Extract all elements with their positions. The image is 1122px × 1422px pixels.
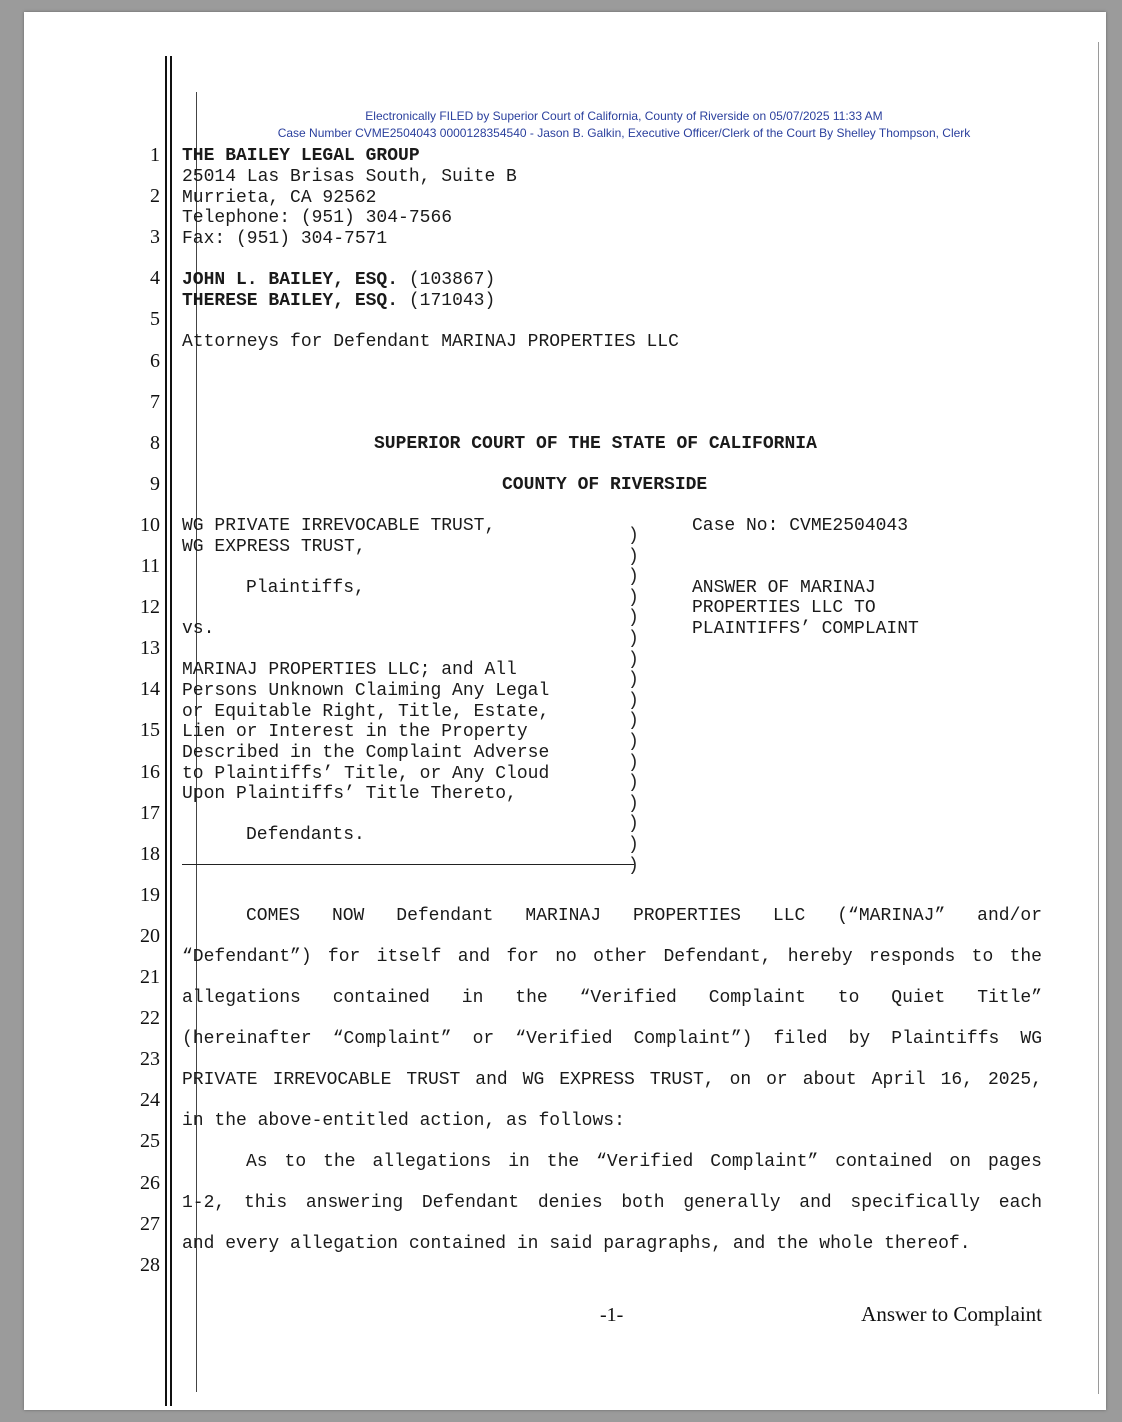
caption-parenthesis: ) <box>628 567 639 588</box>
caption-vs: vs. <box>182 619 215 639</box>
line-number: 9 <box>150 473 160 495</box>
footer-document-title: Answer to Complaint <box>861 1302 1042 1326</box>
document-title-3: PLAINTIFFS’ COMPLAINT <box>692 619 919 639</box>
firm-address-2: Murrieta, CA 92562 <box>182 188 377 208</box>
caption-defendant-3: or Equitable Right, Title, Estate, <box>182 702 550 722</box>
line-number: 2 <box>150 185 160 207</box>
line-number: 13 <box>140 637 160 659</box>
body-para1-line-3: allegations contained in the “Verified Complaint to Quiet Title” <box>182 988 1042 1008</box>
line-number: 12 <box>140 596 160 618</box>
line-number: 7 <box>150 391 160 413</box>
page-edge-line <box>1098 42 1099 1394</box>
caption-parenthesis: ) <box>628 587 639 608</box>
body-para2-line-3: and every allegation contained in said paragraphs, and the whole thereof. <box>182 1234 971 1254</box>
body-para1-line-1: COMES NOW Defendant MARINAJ PROPERTIES LLC (“MARINAJ” and/or <box>246 906 1042 926</box>
line-number: 26 <box>140 1172 160 1194</box>
caption-underline <box>182 864 634 865</box>
attorney-2-bar: (171043) <box>408 291 496 311</box>
line-number: 27 <box>140 1213 160 1235</box>
court-county: COUNTY OF RIVERSIDE <box>502 475 708 495</box>
page-number: -1- <box>600 1304 624 1326</box>
caption-parenthesis: ) <box>628 855 639 876</box>
line-number: 10 <box>140 514 160 536</box>
caption-parenthesis: ) <box>628 793 639 814</box>
document-page <box>24 12 1106 1410</box>
line-number: 21 <box>140 966 160 988</box>
attorney-1-name: JOHN L. BAILEY, ESQ. <box>182 270 399 290</box>
filing-stamp-line-2: Case Number CVME2504043 0000128354540 - Jason B. Galkin, Executive Officer/Clerk of the Court By Shelley Thompson, Clerk <box>277 126 971 140</box>
caption-parenthesis: ) <box>628 546 639 567</box>
body-para1-line-6: in the above-entitled action, as follows: <box>182 1111 625 1131</box>
attorney-1-bar: (103867) <box>408 270 496 290</box>
attorney-2 <box>182 291 495 312</box>
caption-plaintiffs-label: Plaintiffs, <box>246 578 365 598</box>
line-number: 14 <box>140 678 160 700</box>
line-number: 5 <box>150 308 160 330</box>
firm-fax: Fax: (951) 304-7571 <box>182 229 388 249</box>
caption-parenthesis: ) <box>628 752 639 773</box>
line-number: 22 <box>140 1007 160 1029</box>
line-number: 24 <box>140 1089 160 1111</box>
attorney-2-name: THERESE BAILEY, ESQ. <box>182 291 399 311</box>
document-title-2: PROPERTIES LLC TO <box>692 598 876 618</box>
caption-defendant-2: Persons Unknown Claiming Any Legal <box>182 681 550 701</box>
caption-plaintiff-1: WG PRIVATE IRREVOCABLE TRUST, <box>182 516 496 536</box>
caption-parenthesis: ) <box>628 814 639 835</box>
caption-parenthesis: ) <box>628 526 639 546</box>
caption-parenthesis: ) <box>628 731 639 752</box>
caption-plaintiff-2: WG EXPRESS TRUST, <box>182 537 366 557</box>
line-number: 23 <box>140 1048 160 1070</box>
attorney-1 <box>182 270 495 291</box>
line-number: 19 <box>140 884 160 906</box>
firm-name: THE BAILEY LEGAL GROUP <box>182 146 420 166</box>
line-number: 11 <box>140 555 160 577</box>
caption-parenthesis: ) <box>628 608 639 629</box>
caption-parenthesis: ) <box>628 834 639 855</box>
line-number: 16 <box>140 761 160 783</box>
body-para2-line-1: As to the allegations in the “Verified Complaint” contained on pages <box>246 1152 1042 1172</box>
attorneys-for: Attorneys for Defendant MARINAJ PROPERTIES LLC <box>182 332 679 352</box>
caption-parenthesis: ) <box>628 711 639 732</box>
line-number: 28 <box>140 1254 160 1276</box>
caption-parenthesis: ) <box>628 670 639 691</box>
caption-defendant-7: Upon Plaintiffs’ Title Thereto, <box>182 784 517 804</box>
caption-parenthesis: ) <box>628 628 639 649</box>
caption-defendants-label: Defendants. <box>246 825 365 845</box>
firm-phone: Telephone: (951) 304-7566 <box>182 208 453 228</box>
caption-parenthesis: ) <box>628 773 639 794</box>
body-para2-line-2: 1-2, this answering Defendant denies both generally and specifically each <box>182 1193 1042 1213</box>
filing-stamp-line-1: Electronically FILED by Superior Court of California, County of Riverside on 05/07/2025 11:33 AM <box>365 109 883 123</box>
pleading-left-rule-inner <box>170 56 172 1406</box>
firm-address-1: 25014 Las Brisas South, Suite B <box>182 167 517 187</box>
line-number: 6 <box>150 350 160 372</box>
line-number: 15 <box>140 719 160 741</box>
body-para1-line-2: “Defendant”) for itself and for no other Defendant, hereby responds to the <box>182 947 1042 967</box>
pleading-left-rule <box>165 56 167 1406</box>
line-number: 8 <box>150 432 160 454</box>
caption-parenthesis: ) <box>628 649 639 670</box>
caption-defendant-6: to Plaintiffs’ Title, or Any Cloud <box>182 764 550 784</box>
caption-defendant-5: Described in the Complaint Adverse <box>182 743 550 763</box>
court-name: SUPERIOR COURT OF THE STATE OF CALIFORNIA <box>374 434 817 454</box>
line-number: 1 <box>150 144 160 166</box>
body-para1-line-5: PRIVATE IRREVOCABLE TRUST and WG EXPRESS TRUST, on or about April 16, 2025, <box>182 1070 1042 1090</box>
line-number: 18 <box>140 843 160 865</box>
line-number: 3 <box>150 226 160 248</box>
line-number: 25 <box>140 1130 160 1152</box>
caption-defendant-4: Lien or Interest in the Property <box>182 722 528 742</box>
caption-parenthesis: ) <box>628 690 639 711</box>
line-number: 17 <box>140 802 160 824</box>
caption-defendant-1: MARINAJ PROPERTIES LLC; and All <box>182 660 517 680</box>
body-para1-line-4: (hereinafter “Complaint” or “Verified Complaint”) filed by Plaintiffs WG <box>182 1029 1042 1049</box>
caption-parenthesis-column <box>628 526 642 876</box>
line-number: 20 <box>140 925 160 947</box>
case-number: Case No: CVME2504043 <box>692 516 909 536</box>
line-number: 4 <box>150 267 160 289</box>
document-title-1: ANSWER OF MARINAJ <box>692 578 876 598</box>
